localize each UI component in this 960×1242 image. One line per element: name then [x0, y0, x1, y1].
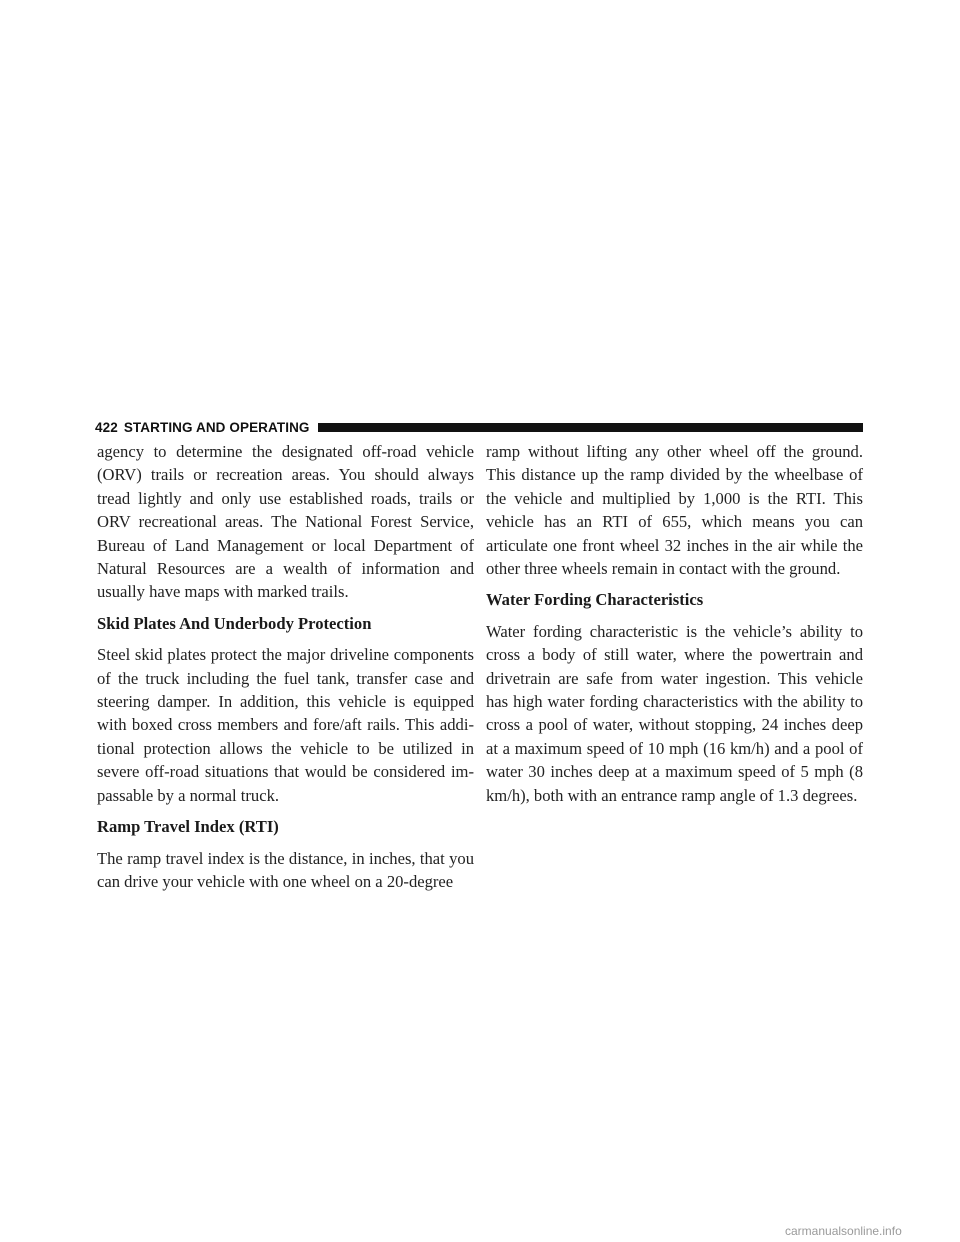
- rti-paragraph-start: The ramp travel index is the distance, in inches, that you can drive your vehicle with one wheel on a 20-degree: [97, 848, 474, 891]
- intro-paragraph: agency to determine the designated off-road vehicle (ORV) trails or recreation areas. You should always tread lightly and only use established roads, trails or ORV recreational areas. The National Forest Service, Bureau of Land Management or local Department of Natural Resources are a wealth of information and usually have maps with marked trails.: [97, 442, 474, 602]
- heading-skid-plates: Skid Plates And Underbody Protection: [97, 613, 372, 633]
- right-column: [486, 440, 863, 815]
- heading-ramp-travel-index: Ramp Travel Index (RTI): [97, 817, 279, 837]
- water-fording-paragraph: Water fording characteristic is the vehicle’s ability to cross a body of still water, where the powertrain and drivetrain are safe from water ingestion. This vehicle has high water fording characteristics with the ability to cross a pool of water, without stopping, 24 inches deep at a maximum speed of 10 mph (16 km/h) and a pool of water 30 inches deep at a maximum speed of 5 mph (8 km/h), both with an entrance ramp angle of 1.3 degrees.: [486, 621, 863, 805]
- rti-paragraph-end: ramp without lifting any other wheel off the ground. This distance up the ramp divided by the wheelbase of the vehicle and multiplied by 1,000 is the RTI. This vehicle has an RTI of 655, which means you can articulate one front wheel 32 inches in the air while the other three wheels remain in contact with the ground.: [486, 442, 863, 579]
- heading-water-fording: Water Fording Characteristics: [486, 590, 704, 610]
- section-title: STARTING AND OPERATING: [123, 419, 310, 435]
- header-rule: [318, 423, 863, 432]
- watermark: carmanualsonline.info: [785, 1224, 902, 1238]
- page-number: 422: [95, 419, 118, 435]
- left-column: [97, 440, 474, 901]
- skid-plates-paragraph: Steel skid plates protect the major driveline components of the truck including the fuel tank, transfer case and steering damper. In addition, this vehicle is equipped with boxed cross members and fore/aft rails. This additional protection allows the vehicle to be utilized in severe off-road situations that would be considered impassable by a normal truck.: [97, 645, 474, 805]
- page-header: [95, 418, 863, 436]
